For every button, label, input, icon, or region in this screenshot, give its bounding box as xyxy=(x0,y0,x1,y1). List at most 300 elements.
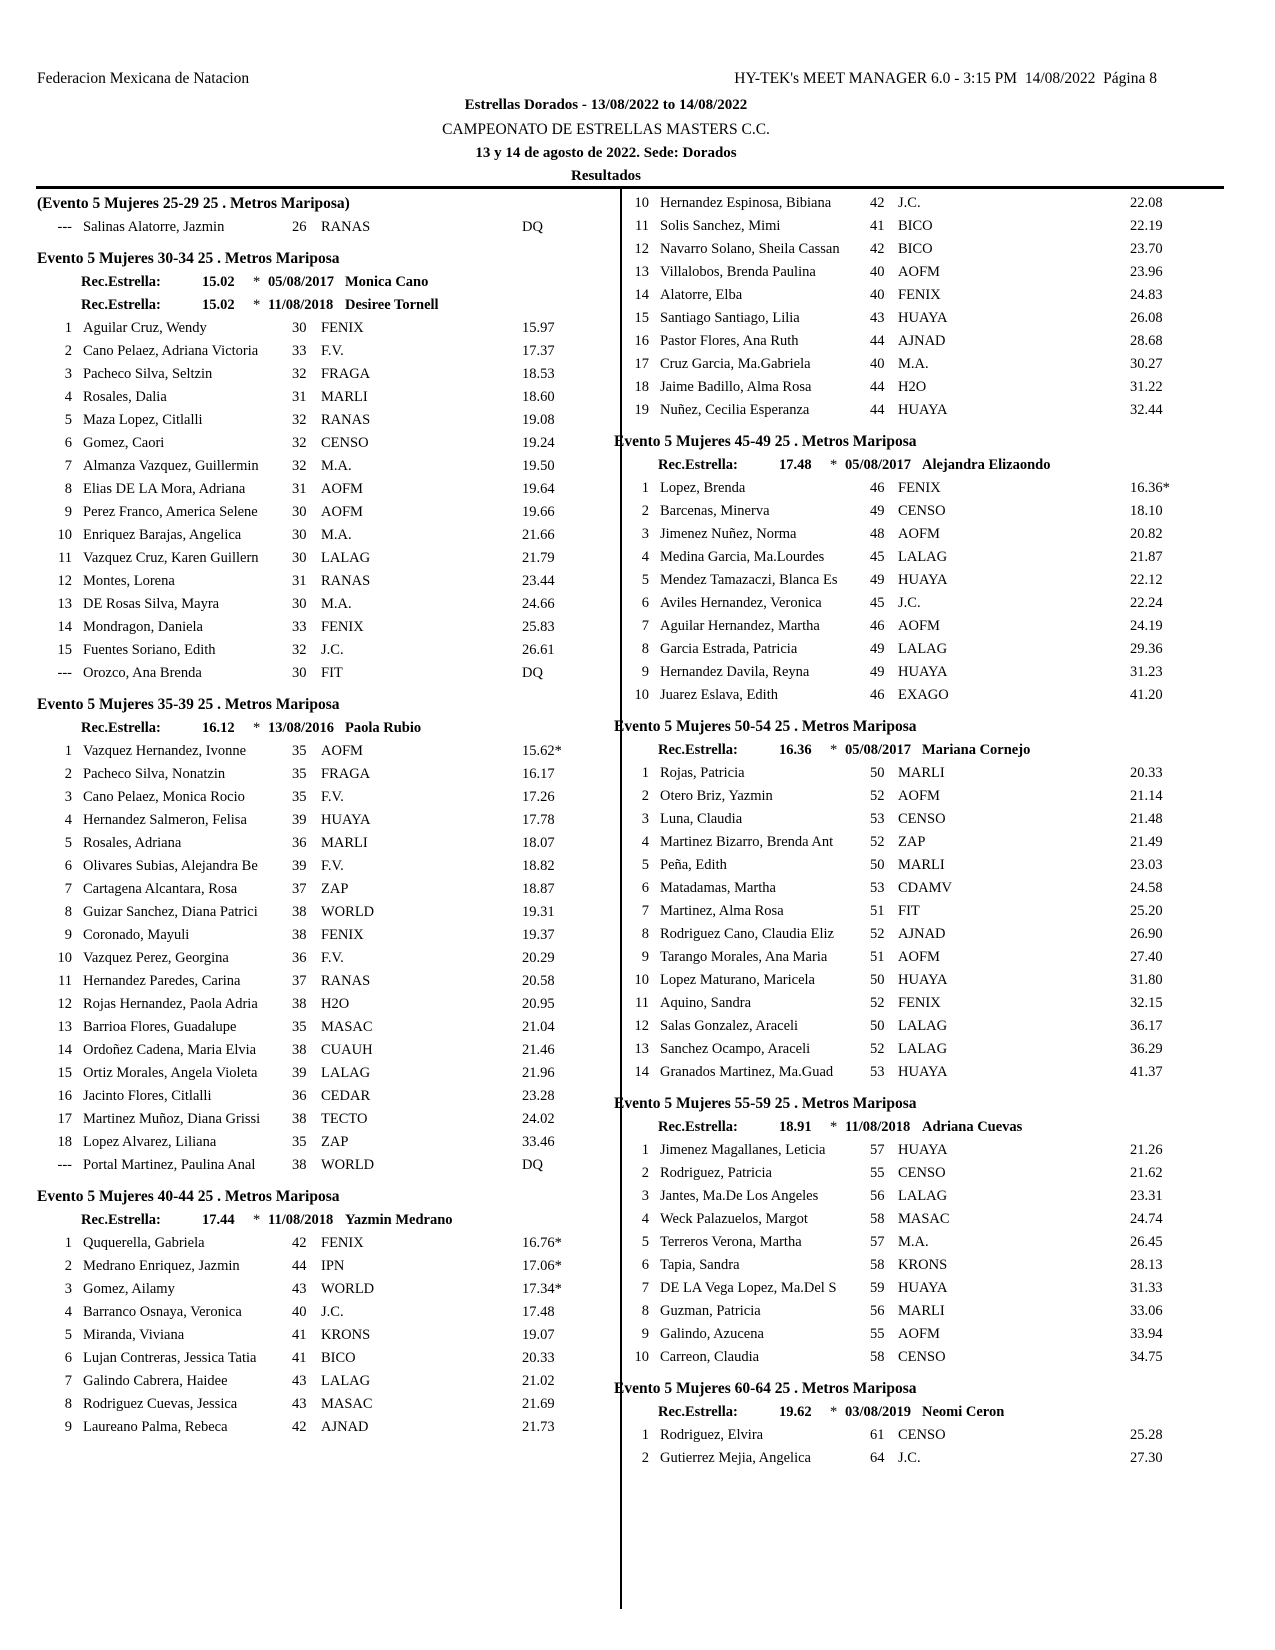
finals-time: 21.04 xyxy=(522,1019,555,1035)
finals-time: 31.22 xyxy=(1130,379,1163,395)
swimmer-name: Maza Lopez, Citlalli xyxy=(83,412,203,428)
team: F.V. xyxy=(321,950,344,966)
finals-time: 24.66 xyxy=(522,596,555,612)
team: FENIX xyxy=(321,619,364,635)
place: 7 xyxy=(641,903,649,919)
team: KRONS xyxy=(321,1327,371,1343)
place: 7 xyxy=(64,881,72,897)
age: 44 xyxy=(292,1258,307,1274)
championship-title: CAMPEONATO DE ESTRELLAS MASTERS C.C. xyxy=(442,121,770,138)
team: LALAG xyxy=(898,1018,948,1034)
swimmer-name: Montes, Lorena xyxy=(83,573,175,589)
place: --- xyxy=(57,219,72,235)
age: 30 xyxy=(292,550,307,566)
finals-time: 18.87 xyxy=(522,881,555,897)
finals-time: 17.37 xyxy=(522,343,555,359)
team: WORLD xyxy=(321,904,375,920)
team: AOFM xyxy=(898,949,940,965)
result-row xyxy=(634,1346,1200,1369)
team: AOFM xyxy=(898,526,940,542)
event-title: Evento 5 Mujeres 50-54 25 . Metros Mariposa xyxy=(614,718,917,735)
place: 9 xyxy=(64,504,72,520)
record-date: 05/08/2017 xyxy=(268,274,335,290)
age: 38 xyxy=(292,1111,307,1127)
age: 43 xyxy=(292,1396,307,1412)
finals-time: 16.76* xyxy=(522,1235,562,1251)
place: 3 xyxy=(641,811,649,827)
team: M.A. xyxy=(898,1234,929,1250)
record-line xyxy=(37,271,592,294)
place: 18 xyxy=(634,379,649,395)
record-label: Rec.Estrella: xyxy=(658,1404,738,1420)
result-row xyxy=(37,432,592,455)
event-title: Evento 5 Mujeres 45-49 25 . Metros Mariposa xyxy=(614,433,917,450)
age: 50 xyxy=(870,765,885,781)
age: 40 xyxy=(870,264,885,280)
place: 19 xyxy=(634,402,649,418)
swimmer-name: Hernandez Davila, Reyna xyxy=(660,664,810,680)
place: 11 xyxy=(635,995,649,1011)
result-row xyxy=(37,455,592,478)
finals-time: 41.20 xyxy=(1130,687,1163,703)
finals-time: 18.60 xyxy=(522,389,555,405)
result-row xyxy=(640,592,1200,615)
finals-time: 21.73 xyxy=(522,1419,555,1435)
record-label: Rec.Estrella: xyxy=(658,457,738,473)
place: 4 xyxy=(641,834,649,850)
age: 35 xyxy=(292,766,307,782)
place: 14 xyxy=(634,1064,649,1080)
result-row xyxy=(640,1254,1200,1277)
event-section xyxy=(614,715,1200,1084)
finals-time: 15.97 xyxy=(522,320,555,336)
finals-time: 20.29 xyxy=(522,950,555,966)
finals-time: 20.33 xyxy=(1130,765,1163,781)
result-row xyxy=(634,399,1200,422)
team: HUAYA xyxy=(898,1280,948,1296)
place: 4 xyxy=(64,812,72,828)
age: 33 xyxy=(292,343,307,359)
place: 10 xyxy=(634,687,649,703)
record-date: 05/08/2017 xyxy=(845,457,912,473)
finals-time: 28.13 xyxy=(1130,1257,1163,1273)
record-time: 17.48 xyxy=(779,457,812,473)
team: MASAC xyxy=(321,1396,373,1412)
team: F.V. xyxy=(321,343,344,359)
swimmer-name: Hernandez Salmeron, Felisa xyxy=(83,812,247,828)
record-label: Rec.Estrella: xyxy=(81,274,161,290)
finals-time: 23.28 xyxy=(522,1088,555,1104)
age: 37 xyxy=(292,973,307,989)
team: AOFM xyxy=(898,264,940,280)
swimmer-name: Tarango Morales, Ana Maria xyxy=(660,949,828,965)
record-time: 16.12 xyxy=(202,720,235,736)
place: --- xyxy=(57,1157,72,1173)
age: 42 xyxy=(292,1235,307,1251)
event-title: (Evento 5 Mujeres 25-29 25 . Metros Mariposa) xyxy=(37,195,350,212)
team: LALAG xyxy=(321,1065,371,1081)
record-line xyxy=(640,1401,1200,1424)
finals-time: 41.37 xyxy=(1130,1064,1163,1080)
result-row xyxy=(640,477,1200,500)
record-time: 15.02 xyxy=(202,297,235,313)
place: 8 xyxy=(64,904,72,920)
place: 9 xyxy=(641,1326,649,1342)
swimmer-name: Jantes, Ma.De Los Angeles xyxy=(660,1188,819,1204)
age: 38 xyxy=(292,1042,307,1058)
record-flag: * xyxy=(830,1119,838,1135)
swimmer-name: Barrioa Flores, Guadalupe xyxy=(83,1019,237,1035)
finals-time: 33.46 xyxy=(522,1134,555,1150)
age: 40 xyxy=(870,287,885,303)
age: 45 xyxy=(870,595,885,611)
swimmer-name: Salas Gonzalez, Araceli xyxy=(660,1018,799,1034)
event-section xyxy=(37,693,592,1177)
result-row xyxy=(37,409,592,432)
team: MARLI xyxy=(898,1303,945,1319)
result-row xyxy=(640,1208,1200,1231)
swimmer-name: Martinez Bizarro, Brenda Ant xyxy=(660,834,834,850)
result-row xyxy=(37,1255,592,1278)
place: 11 xyxy=(58,973,72,989)
age: 61 xyxy=(870,1427,885,1443)
finals-time: 24.02 xyxy=(522,1111,555,1127)
age: 52 xyxy=(870,1041,885,1057)
place: 1 xyxy=(64,1235,72,1251)
result-row xyxy=(37,570,592,593)
age: 46 xyxy=(870,480,885,496)
team: AJNAD xyxy=(321,1419,369,1435)
age: 53 xyxy=(870,811,885,827)
result-row xyxy=(640,854,1200,877)
result-row xyxy=(37,478,592,501)
team: CENSO xyxy=(898,1349,946,1365)
swimmer-name: Guzman, Patricia xyxy=(660,1303,761,1319)
team: CENSO xyxy=(321,435,369,451)
result-row xyxy=(634,307,1200,330)
finals-time: 24.58 xyxy=(1130,880,1163,896)
swimmer-name: Elias DE LA Mora, Adriana xyxy=(83,481,246,497)
team: RANAS xyxy=(321,219,371,235)
record-line xyxy=(640,739,1200,762)
place: 1 xyxy=(641,480,649,496)
team: TECTO xyxy=(321,1111,368,1127)
swimmer-name: Hernandez Paredes, Carina xyxy=(83,973,241,989)
result-row xyxy=(635,992,1200,1015)
swimmer-name: Juarez Eslava, Edith xyxy=(660,687,778,703)
age: 57 xyxy=(870,1142,885,1158)
swimmer-name: Almanza Vazquez, Guillermin xyxy=(83,458,259,474)
place: 12 xyxy=(57,996,72,1012)
finals-time: 23.03 xyxy=(1130,857,1163,873)
result-row xyxy=(37,1039,592,1062)
team: AOFM xyxy=(321,504,363,520)
finals-time: 26.08 xyxy=(1130,310,1163,326)
age: 40 xyxy=(292,1304,307,1320)
record-date: 05/08/2017 xyxy=(845,742,912,758)
finals-time: 21.62 xyxy=(1130,1165,1163,1181)
result-row xyxy=(37,1154,592,1177)
swimmer-name: Lopez Alvarez, Liliana xyxy=(83,1134,217,1150)
result-row xyxy=(640,1277,1200,1300)
age: 52 xyxy=(870,788,885,804)
place: 1 xyxy=(641,1142,649,1158)
meet-dates-venue: 13 y 14 de agosto de 2022. Sede: Dorados xyxy=(475,145,737,161)
age: 30 xyxy=(292,504,307,520)
swimmer-name: Lopez Maturano, Maricela xyxy=(660,972,815,988)
result-row xyxy=(37,639,592,662)
age: 36 xyxy=(292,1088,307,1104)
team: M.A. xyxy=(321,527,352,543)
place: 9 xyxy=(641,949,649,965)
place: 1 xyxy=(641,1427,649,1443)
age: 44 xyxy=(870,379,885,395)
swimmer-name: Jimenez Magallanes, Leticia xyxy=(660,1142,826,1158)
place: 6 xyxy=(64,858,72,874)
finals-time: 26.45 xyxy=(1130,1234,1163,1250)
swimmer-name: Cartagena Alcantara, Rosa xyxy=(83,881,238,897)
swimmer-name: Martinez Muñoz, Diana Grissi xyxy=(83,1111,261,1127)
result-row xyxy=(37,1347,592,1370)
record-time: 19.62 xyxy=(779,1404,812,1420)
result-row xyxy=(37,809,592,832)
record-label: Rec.Estrella: xyxy=(81,1212,161,1228)
age: 30 xyxy=(292,527,307,543)
finals-time: 28.68 xyxy=(1130,333,1163,349)
record-holder: Adriana Cuevas xyxy=(922,1119,1023,1135)
place: 18 xyxy=(57,1134,72,1150)
finals-time: 36.29 xyxy=(1130,1041,1163,1057)
finals-time: 32.15 xyxy=(1130,995,1163,1011)
swimmer-name: Cano Pelaez, Adriana Victoria xyxy=(83,343,259,359)
team: AJNAD xyxy=(898,926,946,942)
age: 58 xyxy=(870,1349,885,1365)
place: 13 xyxy=(634,1041,649,1057)
result-row xyxy=(640,661,1200,684)
age: 50 xyxy=(870,1018,885,1034)
result-row xyxy=(640,615,1200,638)
age: 36 xyxy=(292,950,307,966)
record-holder: Monica Cano xyxy=(345,274,429,290)
finals-time: 22.08 xyxy=(1130,195,1163,211)
age: 38 xyxy=(292,996,307,1012)
finals-time: 19.64 xyxy=(522,481,555,497)
finals-time: 25.83 xyxy=(522,619,555,635)
result-row xyxy=(37,524,592,547)
result-row xyxy=(640,638,1200,661)
swimmer-name: Salinas Alatorre, Jazmin xyxy=(83,219,225,235)
age: 32 xyxy=(292,458,307,474)
team: MARLI xyxy=(321,835,368,851)
swimmer-name: Medina Garcia, Ma.Lourdes xyxy=(660,549,825,565)
swimmer-name: Gutierrez Mejia, Angelica xyxy=(660,1450,811,1466)
team: H2O xyxy=(898,379,927,395)
result-row xyxy=(640,808,1200,831)
place: 5 xyxy=(64,835,72,851)
results-heading: Resultados xyxy=(570,168,641,184)
age: 35 xyxy=(292,743,307,759)
age: 32 xyxy=(292,412,307,428)
finals-time: 27.30 xyxy=(1130,1450,1163,1466)
event-title: Evento 5 Mujeres 60-64 25 . Metros Mariposa xyxy=(614,1380,917,1397)
result-row xyxy=(634,238,1200,261)
team: HUAYA xyxy=(898,402,948,418)
finals-time: 17.26 xyxy=(522,789,555,805)
team: FRAGA xyxy=(321,366,371,382)
age: 43 xyxy=(292,1281,307,1297)
record-time: 17.44 xyxy=(202,1212,235,1228)
age: 26 xyxy=(292,219,307,235)
team: HUAYA xyxy=(898,1064,948,1080)
age: 41 xyxy=(292,1350,307,1366)
swimmer-name: Rosales, Dalia xyxy=(83,389,167,405)
result-row xyxy=(634,353,1200,376)
event-section xyxy=(614,1377,1200,1470)
age: 56 xyxy=(870,1303,885,1319)
place: 10 xyxy=(57,950,72,966)
result-row xyxy=(640,762,1200,785)
swimmer-name: Aguilar Cruz, Wendy xyxy=(83,320,207,336)
swimmer-name: Tapia, Sandra xyxy=(660,1257,740,1273)
record-line xyxy=(37,1209,592,1232)
finals-time: 19.66 xyxy=(522,504,555,520)
result-row xyxy=(634,1015,1200,1038)
finals-time: 26.90 xyxy=(1130,926,1163,942)
age: 41 xyxy=(292,1327,307,1343)
swimmer-name: Luna, Claudia xyxy=(660,811,743,827)
place: 5 xyxy=(641,857,649,873)
age: 39 xyxy=(292,1065,307,1081)
result-row xyxy=(37,1324,592,1347)
swimmer-name: Cruz Garcia, Ma.Gabriela xyxy=(660,356,811,372)
age: 48 xyxy=(870,526,885,542)
age: 50 xyxy=(870,972,885,988)
age: 53 xyxy=(870,880,885,896)
place: 6 xyxy=(64,1350,72,1366)
team: AJNAD xyxy=(898,333,946,349)
place: 1 xyxy=(641,765,649,781)
result-row xyxy=(640,1231,1200,1254)
age: 46 xyxy=(870,687,885,703)
record-time: 16.36 xyxy=(779,742,812,758)
result-row xyxy=(635,215,1200,238)
finals-time: 20.33 xyxy=(522,1350,555,1366)
finals-time: 24.83 xyxy=(1130,287,1163,303)
swimmer-name: Barcenas, Minerva xyxy=(660,503,770,519)
place: 1 xyxy=(64,743,72,759)
age: 43 xyxy=(870,310,885,326)
result-row xyxy=(37,1370,592,1393)
team: FENIX xyxy=(898,480,941,496)
event-title: Evento 5 Mujeres 35-39 25 . Metros Mariposa xyxy=(37,696,340,713)
place: 11 xyxy=(635,218,649,234)
team: RANAS xyxy=(321,573,371,589)
software-page-info: HY-TEK's MEET MANAGER 6.0 - 3:15 PM 14/08/2022 Página 8 xyxy=(734,70,1157,87)
team: CENSO xyxy=(898,503,946,519)
team: LALAG xyxy=(321,1373,371,1389)
swimmer-name: Mondragon, Daniela xyxy=(83,619,203,635)
age: 35 xyxy=(292,1134,307,1150)
result-row xyxy=(634,192,1200,215)
place: 13 xyxy=(57,596,72,612)
team: AOFM xyxy=(321,743,363,759)
place: 15 xyxy=(57,1065,72,1081)
place: 7 xyxy=(641,618,649,634)
result-row xyxy=(37,947,592,970)
result-row xyxy=(37,386,592,409)
age: 45 xyxy=(870,549,885,565)
place: 13 xyxy=(634,264,649,280)
place: 2 xyxy=(641,788,649,804)
team: J.C. xyxy=(898,595,921,611)
event-section xyxy=(614,1092,1200,1369)
swimmer-name: Peña, Edith xyxy=(660,857,727,873)
result-row xyxy=(37,878,592,901)
record-label: Rec.Estrella: xyxy=(81,297,161,313)
meet-name: Estrellas Dorados - 13/08/2022 to 14/08/2022 xyxy=(464,97,748,113)
team: LALAG xyxy=(898,641,948,657)
finals-time: 25.20 xyxy=(1130,903,1163,919)
swimmer-name: Martinez, Alma Rosa xyxy=(660,903,784,919)
event-title: Evento 5 Mujeres 40-44 25 . Metros Mariposa xyxy=(37,1188,340,1205)
record-flag: * xyxy=(830,457,838,473)
finals-time: 22.12 xyxy=(1130,572,1163,588)
event-section xyxy=(634,192,1200,422)
finals-time: 24.19 xyxy=(1130,618,1163,634)
age: 37 xyxy=(292,881,307,897)
result-row xyxy=(37,1278,592,1301)
place: 10 xyxy=(634,195,649,211)
record-line xyxy=(37,294,592,317)
swimmer-name: Barranco Osnaya, Veronica xyxy=(83,1304,242,1320)
place: 7 xyxy=(64,1373,72,1389)
place: 7 xyxy=(64,458,72,474)
age: 42 xyxy=(292,1419,307,1435)
swimmer-name: Mendez Tamazaczi, Blanca Es xyxy=(660,572,838,588)
place: 4 xyxy=(641,549,649,565)
swimmer-name: Pacheco Silva, Seltzin xyxy=(83,366,213,382)
record-date: 11/08/2018 xyxy=(268,297,334,313)
event-section xyxy=(37,247,592,685)
age: 52 xyxy=(870,926,885,942)
place: 2 xyxy=(64,343,72,359)
result-row xyxy=(37,317,592,340)
results-right-column xyxy=(614,192,1200,1470)
result-row xyxy=(37,547,592,570)
age: 42 xyxy=(870,241,885,257)
swimmer-name: Nuñez, Cecilia Esperanza xyxy=(660,402,810,418)
result-row xyxy=(37,993,592,1016)
finals-time: 21.87 xyxy=(1130,549,1163,565)
swimmer-name: Rosales, Adriana xyxy=(83,835,182,851)
finals-time: 36.17 xyxy=(1130,1018,1163,1034)
team: WORLD xyxy=(321,1281,375,1297)
record-date: 11/08/2018 xyxy=(268,1212,334,1228)
swimmer-name: Rojas, Patricia xyxy=(660,765,745,781)
team: AOFM xyxy=(898,1326,940,1342)
place: 9 xyxy=(64,1419,72,1435)
finals-time: 20.95 xyxy=(522,996,555,1012)
place: 11 xyxy=(58,550,72,566)
age: 51 xyxy=(870,903,885,919)
team: CENSO xyxy=(898,1427,946,1443)
result-row xyxy=(37,763,592,786)
age: 55 xyxy=(870,1326,885,1342)
result-row xyxy=(37,1416,592,1439)
team: J.C. xyxy=(321,642,344,658)
team: F.V. xyxy=(321,858,344,874)
place: 15 xyxy=(57,642,72,658)
